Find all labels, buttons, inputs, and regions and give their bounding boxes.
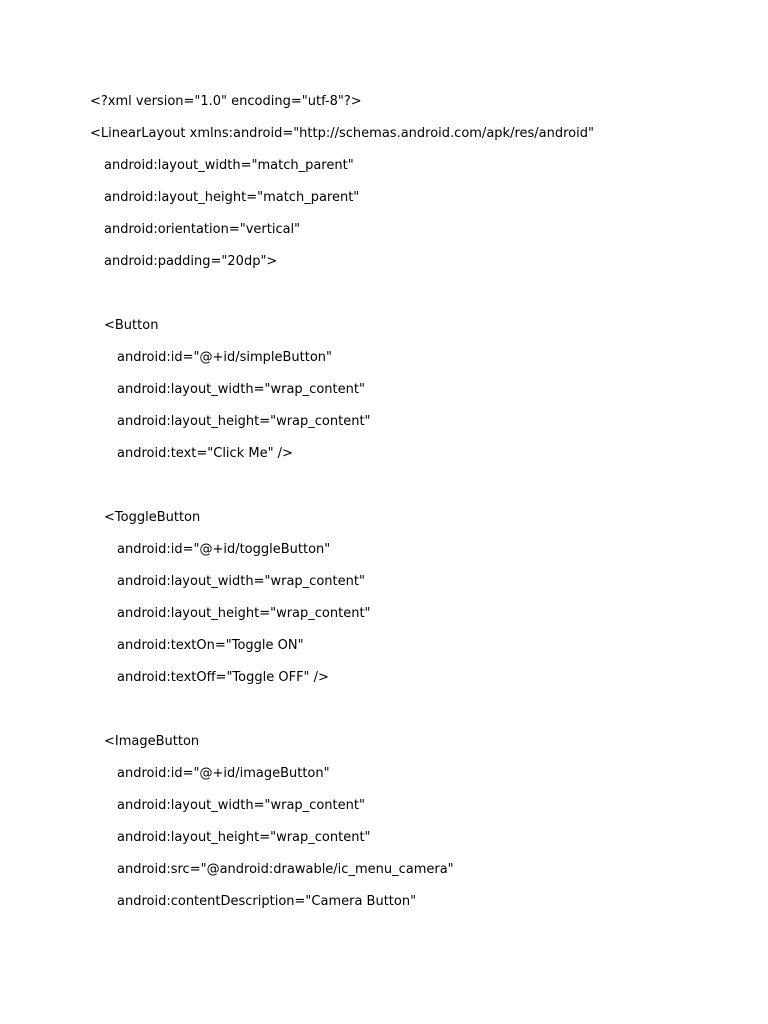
attribute-line: android:layout_width="wrap_content" [117,574,365,589]
attribute-line: android:textOn="Toggle ON" [117,638,304,653]
attribute-line: android:text="Click Me" /> [117,446,293,461]
attribute-line: android:layout_height="match_parent" [104,190,360,205]
attribute-line: android:layout_height="wrap_content" [117,830,371,845]
linearlayout-open-tag-line: <LinearLayout xmlns:android="http://schemas.android.com/apk/res/android" [90,126,594,141]
attribute-line: android:contentDescription="Camera Button" [117,894,417,909]
attribute-line: android:src="@android:drawable/ic_menu_camera" [117,862,454,877]
button-open-tag-line: <Button [104,318,159,333]
attribute-line: android:textOff="Toggle OFF" /> [117,670,329,685]
attribute-line: android:layout_width="match_parent" [104,158,354,173]
togglebutton-open-tag-line: <ToggleButton [104,510,201,525]
attribute-line: android:id="@+id/imageButton" [117,766,330,781]
attribute-line: android:id="@+id/simpleButton" [117,350,333,365]
blank-line [90,700,740,732]
attribute-line: android:layout_height="wrap_content" [117,414,371,429]
attribute-line: android:padding="20dp"> [104,254,278,269]
attribute-line: android:layout_width="wrap_content" [117,382,365,397]
blank-line [90,284,740,316]
imagebutton-open-tag-line: <ImageButton [104,734,200,749]
xml-declaration-line: <?xml version="1.0" encoding="utf-8"?> [90,94,362,109]
attribute-line: android:orientation="vertical" [104,222,301,237]
attribute-line: android:layout_width="wrap_content" [117,798,365,813]
attribute-line: android:layout_height="wrap_content" [117,606,371,621]
attribute-line: android:id="@+id/toggleButton" [117,542,331,557]
blank-line [90,476,740,508]
document-body [90,92,740,924]
